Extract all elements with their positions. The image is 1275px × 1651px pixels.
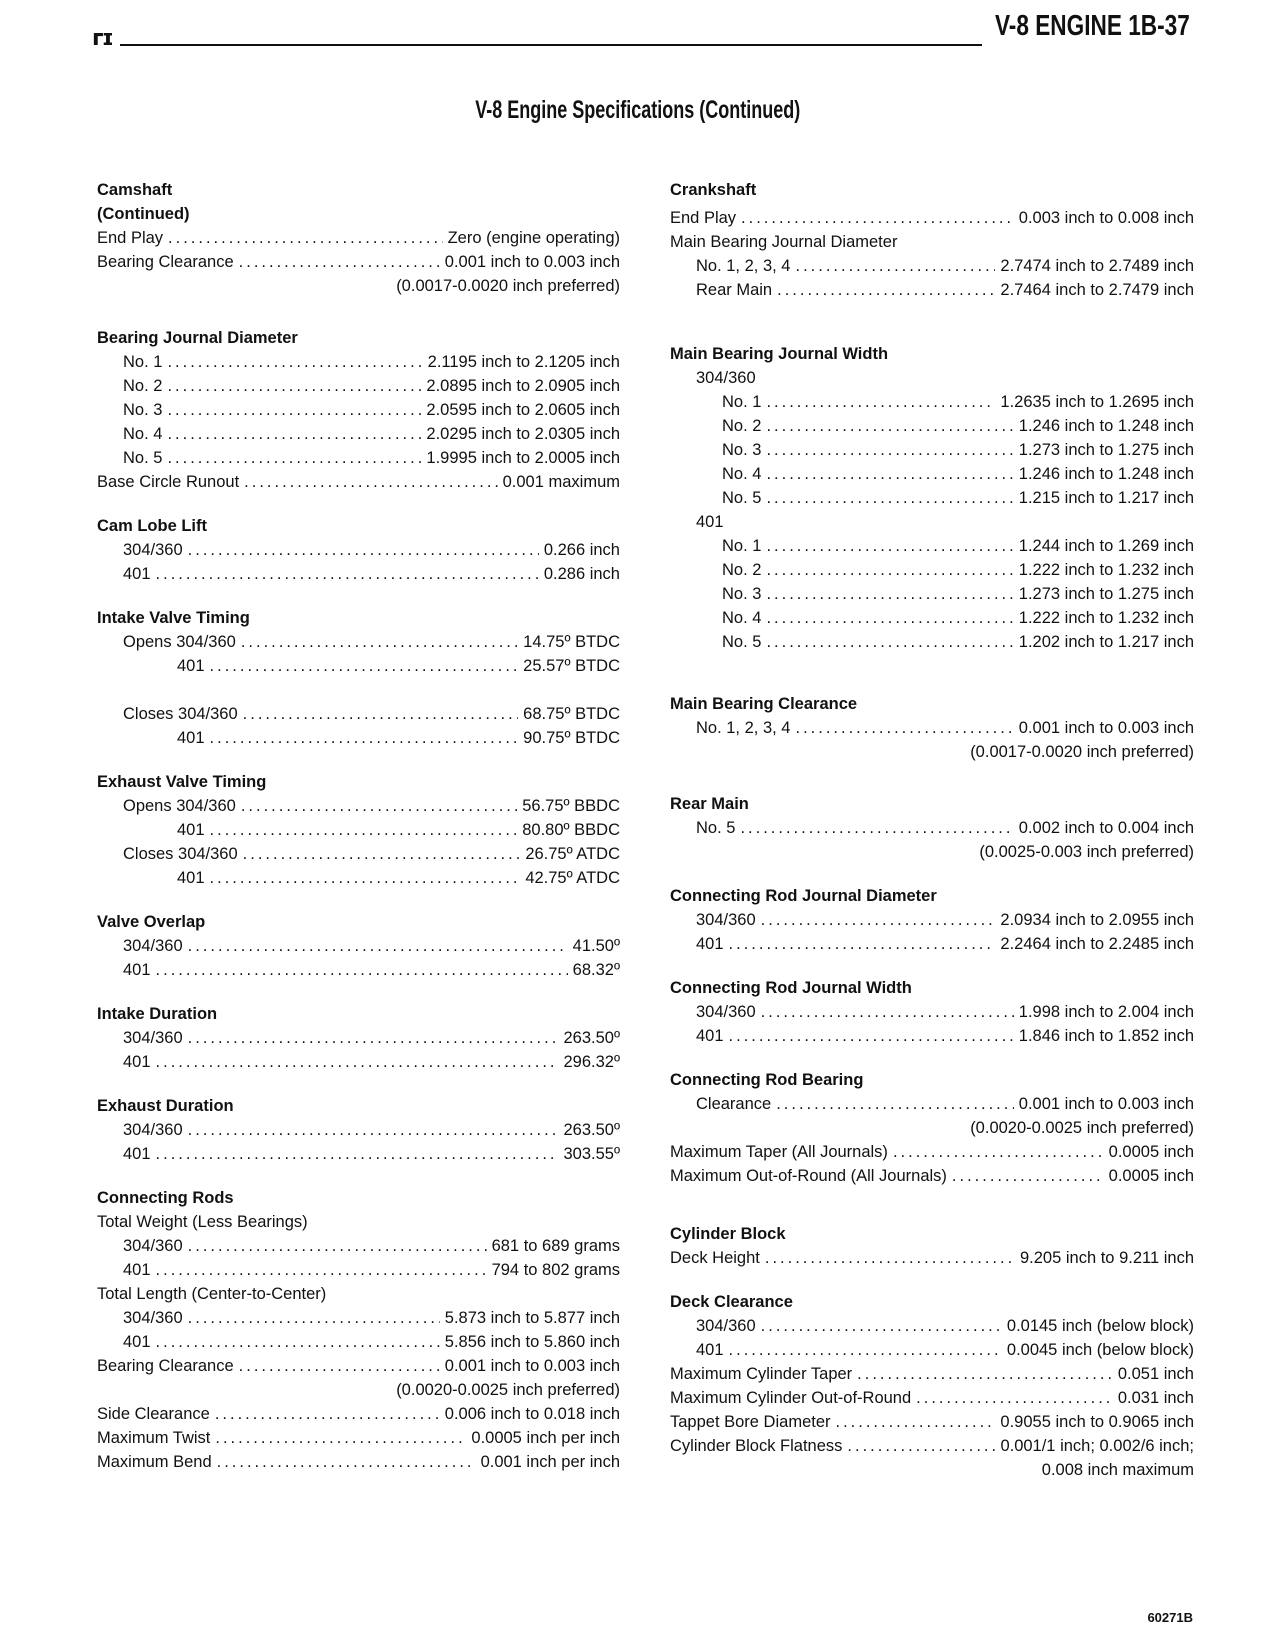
spec-row: Rear Main ..... 2.7464 inch to 2.7479 inch <box>670 278 1194 302</box>
section-heading-continued: (Continued) <box>97 205 190 223</box>
spec-row: No. 5 ..... 0.002 inch to 0.004 inch <box>670 816 1194 840</box>
spec-row: Tappet Bore Diameter ..... 0.9055 inch to 0.9065 inch <box>670 1410 1194 1434</box>
spec-row: 401 ..... 25.57º BTDC <box>97 654 620 678</box>
spec-row: No. 5 ..... 1.202 inch to 1.217 inch <box>670 630 1194 654</box>
spec-row: 304/360 ..... 681 to 689 grams <box>97 1234 620 1258</box>
section-heading: Cam Lobe Lift <box>97 517 207 535</box>
running-title: V-8 ENGINE 1B-37 <box>995 10 1190 42</box>
spec-row: No. 3 ..... 2.0595 inch to 2.0605 inch <box>97 398 620 422</box>
spec-row: No. 1, 2, 3, 4 ..... 0.001 inch to 0.003 inch <box>670 716 1194 740</box>
exhaust-timing-section <box>97 770 620 890</box>
exhaust-duration-section <box>97 1094 620 1166</box>
spec-row: Closes 304/360 ..... 68.75º BTDC <box>97 702 620 726</box>
spec-row: Opens 304/360 ..... 14.75º BTDC <box>97 630 620 654</box>
brand-logo: ᴦɪ <box>92 26 112 51</box>
spec-row: No. 5 ..... 1.9995 inch to 2.0005 inch <box>97 446 620 470</box>
spec-note: (0.0017-0.0020 inch preferred) <box>970 743 1194 761</box>
section-heading: Rear Main <box>670 795 749 813</box>
figure-code: 60271B <box>1147 1610 1193 1625</box>
subheading: Main Bearing Journal Diameter <box>670 233 898 251</box>
section-heading: Exhaust Duration <box>97 1097 234 1115</box>
spec-row: Base Circle Runout ..... 0.001 maximum <box>97 470 620 494</box>
spec-note: (0.0020-0.0025 inch preferred) <box>970 1119 1194 1137</box>
spec-row: No. 1 ..... 2.1195 inch to 2.1205 inch <box>97 350 620 374</box>
overlap-section <box>97 910 620 982</box>
cylinder-block-section <box>670 1222 1194 1270</box>
spec-row: 401 ..... 296.32º <box>97 1050 620 1074</box>
spec-row: Closes 304/360 ..... 26.75º ATDC <box>97 842 620 866</box>
spec-row: No. 2 ..... 2.0895 inch to 2.0905 inch <box>97 374 620 398</box>
spec-row: 401 ..... 90.75º BTDC <box>97 726 620 750</box>
spec-row: 304/360 ..... 263.50º <box>97 1026 620 1050</box>
spec-row: Bearing Clearance ..... 0.001 inch to 0.003 inch <box>97 250 620 274</box>
rod-journal-diameter-section <box>670 884 1194 956</box>
spec-row: 401 ..... 303.55º <box>97 1142 620 1166</box>
rear-main-section <box>670 792 1194 864</box>
spec-row: 401 ..... 68.32º <box>97 958 620 982</box>
spec-row: 304/360 ..... 5.873 inch to 5.877 inch <box>97 1306 620 1330</box>
spec-row: 304/360 ..... 41.50º <box>97 934 620 958</box>
spec-row: 401 ..... 0.0045 inch (below block) <box>670 1338 1194 1362</box>
spec-row: Opens 304/360 ..... 56.75º BBDC <box>97 794 620 818</box>
spec-row: 304/360 ..... 2.0934 inch to 2.0955 inch <box>670 908 1194 932</box>
deck-clearance-section <box>670 1290 1194 1482</box>
spec-row: No. 2 ..... 1.246 inch to 1.248 inch <box>670 414 1194 438</box>
spec-row: Maximum Twist ..... 0.0005 inch per inch <box>97 1426 620 1450</box>
section-heading: Connecting Rod Bearing <box>670 1071 864 1089</box>
subheading: Total Weight (Less Bearings) <box>97 1213 308 1231</box>
section-heading: Crankshaft <box>670 181 757 199</box>
spec-row: Bearing Clearance ..... 0.001 inch to 0.003 inch <box>97 1354 620 1378</box>
section-heading: Connecting Rods <box>97 1189 234 1207</box>
section-heading: Intake Valve Timing <box>97 609 250 627</box>
section-heading: Main Bearing Clearance <box>670 695 858 713</box>
section-heading: Bearing Journal Diameter <box>97 329 298 347</box>
rod-bearing-section <box>670 1068 1194 1188</box>
subheading: 304/360 <box>696 369 756 387</box>
subheading: 401 <box>696 513 724 531</box>
spec-row: 401 ..... 5.856 inch to 5.860 inch <box>97 1330 620 1354</box>
connecting-rods-section <box>97 1186 620 1474</box>
camshaft-section <box>97 178 620 298</box>
section-heading: Connecting Rod Journal Diameter <box>670 887 937 905</box>
section-heading: Connecting Rod Journal Width <box>670 979 912 997</box>
intake-timing-section <box>97 606 620 750</box>
spec-row: 401 ..... 42.75º ATDC <box>97 866 620 890</box>
spec-row: 401 ..... 794 to 802 grams <box>97 1258 620 1282</box>
spec-row: 304/360 ..... 1.998 inch to 2.004 inch <box>670 1000 1194 1024</box>
spec-row: Maximum Cylinder Out-of-Round ..... 0.031 inch <box>670 1386 1194 1410</box>
spec-row: No. 4 ..... 2.0295 inch to 2.0305 inch <box>97 422 620 446</box>
spec-row: No. 1 ..... 1.244 inch to 1.269 inch <box>670 534 1194 558</box>
spec-row: Maximum Cylinder Taper ..... 0.051 inch <box>670 1362 1194 1386</box>
spec-row: 401 ..... 0.286 inch <box>97 562 620 586</box>
spec-row: Maximum Taper (All Journals) ..... 0.0005 inch <box>670 1140 1194 1164</box>
spec-row: Cylinder Block Flatness ..... 0.001/1 inch; 0.002/6 inch; <box>670 1434 1194 1458</box>
spec-row: No. 1 ..... 1.2635 inch to 1.2695 inch <box>670 390 1194 414</box>
spec-note: 0.008 inch maximum <box>1041 1461 1194 1479</box>
intake-duration-section <box>97 1002 620 1074</box>
spec-note: (0.0020-0.0025 inch preferred) <box>396 1381 620 1399</box>
spec-row: End Play ..... 0.003 inch to 0.008 inch <box>670 206 1194 230</box>
right-column <box>670 178 1194 1502</box>
spec-row: Maximum Bend ..... 0.001 inch per inch <box>97 1450 620 1474</box>
subheading: Total Length (Center-to-Center) <box>97 1285 327 1303</box>
section-heading: Camshaft <box>97 181 173 199</box>
spec-row: 304/360 ..... 0.266 inch <box>97 538 620 562</box>
left-column <box>97 178 620 1494</box>
spec-row: 401 ..... 2.2464 inch to 2.2485 inch <box>670 932 1194 956</box>
section-heading: Deck Clearance <box>670 1293 793 1311</box>
section-heading: Intake Duration <box>97 1005 218 1023</box>
main-journal-width-section <box>670 342 1194 654</box>
spec-row: No. 1, 2, 3, 4 ..... 2.7474 inch to 2.7489 inch <box>670 254 1194 278</box>
spec-row: 304/360 ..... 0.0145 inch (below block) <box>670 1314 1194 1338</box>
spec-row: No. 4 ..... 1.222 inch to 1.232 inch <box>670 606 1194 630</box>
spec-row: No. 3 ..... 1.273 inch to 1.275 inch <box>670 438 1194 462</box>
section-heading: Cylinder Block <box>670 1225 786 1243</box>
section-heading: Valve Overlap <box>97 913 206 931</box>
spec-row: 401 ..... 80.80º BBDC <box>97 818 620 842</box>
spec-note: (0.0017-0.0020 inch preferred) <box>396 277 620 295</box>
spec-note: (0.0025-0.003 inch preferred) <box>979 843 1194 861</box>
main-bearing-clearance-section <box>670 692 1194 764</box>
spec-row: No. 5 ..... 1.215 inch to 1.217 inch <box>670 486 1194 510</box>
spec-row: Deck Height ..... 9.205 inch to 9.211 inch <box>670 1246 1194 1270</box>
spec-row: No. 4 ..... 1.246 inch to 1.248 inch <box>670 462 1194 486</box>
section-heading: Main Bearing Journal Width <box>670 345 889 363</box>
page-title: V-8 Engine Specifications (Continued) <box>474 96 801 124</box>
journal-section <box>97 326 620 494</box>
spec-row: Clearance ..... 0.001 inch to 0.003 inch <box>670 1092 1194 1116</box>
spec-row: End Play ..... Zero (engine operating) <box>97 226 620 250</box>
rod-journal-width-section <box>670 976 1194 1048</box>
spec-row: Maximum Out-of-Round (All Journals) ..... 0.0005 inch <box>670 1164 1194 1188</box>
spec-row: 401 ..... 1.846 inch to 1.852 inch <box>670 1024 1194 1048</box>
header-rule <box>120 44 982 46</box>
spec-row: 304/360 ..... 263.50º <box>97 1118 620 1142</box>
page-header <box>92 8 1190 51</box>
crankshaft-section <box>670 178 1194 302</box>
spec-row: No. 2 ..... 1.222 inch to 1.232 inch <box>670 558 1194 582</box>
section-heading: Exhaust Valve Timing <box>97 773 267 791</box>
spec-row: Side Clearance ..... 0.006 inch to 0.018 inch <box>97 1402 620 1426</box>
cam-lobe-section <box>97 514 620 586</box>
spec-row: No. 3 ..... 1.273 inch to 1.275 inch <box>670 582 1194 606</box>
